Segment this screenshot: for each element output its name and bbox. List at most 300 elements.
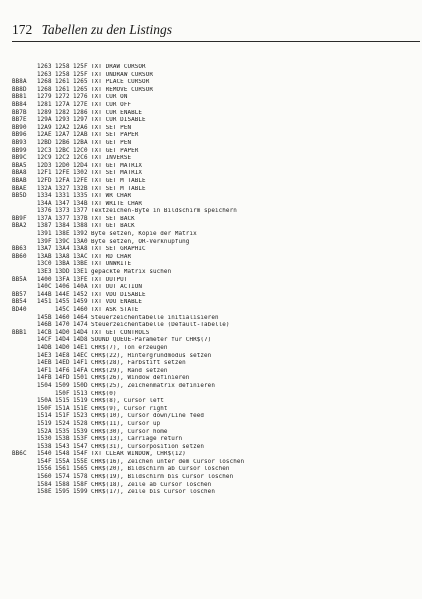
address-v3: 1547 xyxy=(73,443,88,450)
address-v1: 1376 xyxy=(37,208,52,215)
address-v2: 1460 xyxy=(55,314,70,321)
description: Steuerzeichentabelle initialisieren xyxy=(91,314,219,321)
address-v2: 14FD xyxy=(55,375,70,382)
table-row xyxy=(12,246,418,254)
address-v3: 153F xyxy=(73,436,88,443)
address-v3: 12BA xyxy=(73,139,88,146)
address-v1: 1268 xyxy=(37,79,52,86)
address-v2: 13A4 xyxy=(55,246,70,253)
address-v3: 125F xyxy=(73,64,88,70)
address-v3: 134B xyxy=(73,200,88,207)
jump-address xyxy=(12,436,37,444)
address-v2: 12B6 xyxy=(55,139,70,146)
description: CHR$(8), Cursor left xyxy=(91,398,164,405)
address-v3: 12AB xyxy=(73,132,88,139)
address-v2: 14D0 xyxy=(55,329,70,336)
address-v3: 1523 xyxy=(73,413,88,420)
table-row xyxy=(12,330,418,338)
address-v1: 1279 xyxy=(37,94,52,101)
address-v3: 140A xyxy=(73,284,88,291)
table-row xyxy=(12,360,418,368)
description: CHR$(31), Cursorposition setzen xyxy=(91,443,205,450)
address-v2: 1548 xyxy=(55,451,70,458)
description: TXT DRAW CURSOR xyxy=(91,64,146,70)
description: TXT INVERSE xyxy=(91,155,132,162)
description: TXT OUTPUT xyxy=(91,276,128,283)
address-v1: 1387 xyxy=(37,223,52,230)
address-v2: 151A xyxy=(55,405,70,412)
address-v3: 14E1 xyxy=(73,344,88,351)
table-row xyxy=(12,383,418,391)
table-row xyxy=(12,345,418,353)
jump-address xyxy=(12,322,37,330)
table-row xyxy=(12,482,418,490)
address-v2: 1509 xyxy=(55,382,70,389)
jump-address xyxy=(12,284,37,292)
address-v1: 13E3 xyxy=(37,269,52,276)
description: TXT GET MATRIX xyxy=(91,162,143,169)
address-v3: 12A6 xyxy=(73,124,88,131)
address-v2: 14D4 xyxy=(55,337,70,344)
description: CHR$(29), Rand setzen xyxy=(91,367,168,374)
address-v2: 1347 xyxy=(55,200,70,207)
address-v1: 150A xyxy=(37,398,52,405)
address-v2: 1524 xyxy=(55,420,70,427)
address-v2: 13DD xyxy=(55,269,70,276)
description: CHR$(18), Zeile ab Cursor löschen xyxy=(91,481,212,488)
jump-address: BB57 xyxy=(12,291,27,298)
address-v3: 12C6 xyxy=(73,155,88,162)
address-v1: 14E3 xyxy=(37,352,52,359)
table-row xyxy=(12,208,418,216)
address-v3: 1599 xyxy=(73,489,88,496)
description: CHR$(25), Zeichenmatrix definieren xyxy=(91,382,215,389)
jump-address: BB6C xyxy=(12,451,27,458)
address-v1: 12F1 xyxy=(37,170,52,177)
address-v1: 146B xyxy=(37,322,52,329)
table-row xyxy=(12,239,418,247)
header-rule xyxy=(12,41,420,42)
jump-address xyxy=(12,72,37,80)
address-v3: 1474 xyxy=(73,322,88,329)
address-v2: 145C xyxy=(55,307,70,313)
address-v3: 1265 xyxy=(73,86,88,93)
address-v1: 12A9 xyxy=(37,124,52,131)
address-v3: 1276 xyxy=(73,94,88,101)
address-v1: 1514 xyxy=(37,413,52,420)
address-v1: 154F xyxy=(37,458,52,465)
address-v2: 12C2 xyxy=(55,155,70,162)
description: CHR$(0) xyxy=(91,390,117,397)
address-v2: 12A7 xyxy=(55,132,70,139)
table-row xyxy=(12,102,418,110)
address-v3: 137B xyxy=(73,215,88,222)
jump-address xyxy=(12,360,37,368)
address-v2: 14E8 xyxy=(55,352,70,359)
address-v2: 14ED xyxy=(55,360,70,367)
description: TXT SET BACK xyxy=(91,215,135,222)
address-v2: 155A xyxy=(55,458,70,465)
address-v3: 151E xyxy=(73,405,88,412)
table-row xyxy=(12,72,418,80)
table-row xyxy=(12,277,418,285)
address-v1: 1281 xyxy=(37,101,52,108)
jump-address xyxy=(12,406,37,414)
address-v2: 1261 xyxy=(55,79,70,86)
jump-address: BB60 xyxy=(12,253,27,260)
address-v1: 1268 xyxy=(37,86,52,93)
address-v2: 14F6 xyxy=(55,367,70,374)
jump-address: BB63 xyxy=(12,246,27,253)
address-v3: 14FA xyxy=(73,367,88,374)
address-v2: 1258 xyxy=(55,64,70,70)
address-v1: 158E xyxy=(37,489,52,496)
address-v2: 151F xyxy=(55,413,70,420)
description: CHR$(28), Farbstift setzen xyxy=(91,360,186,367)
address-v1 xyxy=(37,391,55,399)
jump-address xyxy=(12,231,37,239)
description: TXT CLEAR WINDOW, CHR$(12) xyxy=(91,451,186,458)
address-v3: 12C0 xyxy=(73,147,88,154)
address-v2: 127A xyxy=(55,101,70,108)
address-v2: 1293 xyxy=(55,117,70,124)
address-v2: 12A2 xyxy=(55,124,70,131)
description: TXT CUR OFF xyxy=(91,101,132,108)
table-row xyxy=(12,421,418,429)
jump-address: BBA2 xyxy=(12,223,27,230)
address-v1 xyxy=(37,307,55,315)
address-v3: 13E1 xyxy=(73,269,88,276)
table-row xyxy=(12,284,418,292)
address-v1: 1263 xyxy=(37,71,52,78)
address-v2: 1470 xyxy=(55,322,70,329)
jump-address xyxy=(12,489,37,497)
jump-address: BBB1 xyxy=(12,329,27,336)
table-row xyxy=(12,451,418,459)
jump-address: BB84 xyxy=(12,101,27,108)
address-v2: 13BA xyxy=(55,261,70,268)
jump-address: BB54 xyxy=(12,299,27,306)
address-v2: 1543 xyxy=(55,443,70,450)
address-v2: 12BC xyxy=(55,147,70,154)
jump-address xyxy=(12,368,37,376)
description: CHR$(16), Zeichen unter dem Cursor löschen xyxy=(91,458,245,465)
table-row xyxy=(12,375,418,383)
description: TXT REMOVE CURSOR xyxy=(91,86,153,93)
description: TXT CUR ENABLE xyxy=(91,109,143,116)
jump-address xyxy=(12,239,37,247)
jump-address: BB99 xyxy=(12,147,27,154)
jump-address xyxy=(12,375,37,383)
address-v3: 1265 xyxy=(73,79,88,86)
jump-address: BB8A xyxy=(12,79,27,86)
address-v3: 1460 xyxy=(73,307,88,313)
description: TXT SET M TABLE xyxy=(91,185,146,192)
table-row xyxy=(12,186,418,194)
address-v3: 14F1 xyxy=(73,360,88,367)
address-v2: 1588 xyxy=(55,481,70,488)
address-v3: 1452 xyxy=(73,291,88,298)
jump-address xyxy=(12,413,37,421)
jump-address: BB5D xyxy=(12,193,27,200)
address-v3: 132B xyxy=(73,185,88,192)
description: CHR$(11), Cursor up xyxy=(91,420,161,427)
table-row xyxy=(12,322,418,330)
address-v3: 1392 xyxy=(73,231,88,238)
jump-address: BBAB xyxy=(12,177,27,184)
description: CHR$(22), Hintergrundmodus setzen xyxy=(91,352,212,359)
table-row xyxy=(12,398,418,406)
description: CHR$(10), Cursor down/Line feed xyxy=(91,413,205,420)
description: TXT GET M TABLE xyxy=(91,177,146,184)
address-v1: 12FD xyxy=(37,177,52,184)
address-v2: 150F xyxy=(55,390,70,397)
table-row xyxy=(12,261,418,269)
jump-address xyxy=(12,383,37,391)
jump-address xyxy=(12,64,37,72)
address-v1: 12BD xyxy=(37,139,52,146)
address-v1: 152A xyxy=(37,428,52,435)
table-row xyxy=(12,125,418,133)
address-v1: 145B xyxy=(37,314,52,321)
description: TXT SET PEN xyxy=(91,124,132,131)
table-row xyxy=(12,140,418,148)
table-row xyxy=(12,368,418,376)
address-v3: 14D8 xyxy=(73,337,88,344)
jump-address: BD40 xyxy=(12,307,27,313)
address-v1: 1519 xyxy=(37,420,52,427)
table-row xyxy=(12,269,418,277)
table-row xyxy=(12,216,418,224)
description: CHR$(13), Carriage return xyxy=(91,436,183,443)
description: SOUND QUEUE-Parameter für CHR$(7) xyxy=(91,337,212,344)
address-v3: 1388 xyxy=(73,223,88,230)
table-row xyxy=(12,406,418,414)
address-v1: 12D3 xyxy=(37,162,52,169)
address-v2: 1561 xyxy=(55,466,70,473)
jump-address xyxy=(12,208,37,216)
description: TXT GET CONTROLS xyxy=(91,329,150,336)
address-v3: 1297 xyxy=(73,117,88,124)
address-v2: 139C xyxy=(55,238,70,245)
address-v3: 1528 xyxy=(73,420,88,427)
address-v2: 1272 xyxy=(55,94,70,101)
address-v3: 127E xyxy=(73,101,88,108)
description: TXT CUR ON xyxy=(91,94,128,101)
address-v1: 13A7 xyxy=(37,246,52,253)
jump-address xyxy=(12,391,37,399)
table-row xyxy=(12,444,418,452)
address-v1: 137A xyxy=(37,215,52,222)
table-row xyxy=(12,94,418,102)
jump-address: BB8D xyxy=(12,86,27,93)
table-row xyxy=(12,254,418,262)
address-v1: 14FB xyxy=(37,375,52,382)
address-v1: 14CB xyxy=(37,329,52,336)
address-v3: 13BE xyxy=(73,261,88,268)
address-v3: 13A0 xyxy=(73,238,88,245)
table-row xyxy=(12,148,418,156)
table-row xyxy=(12,459,418,467)
address-v3: 1459 xyxy=(73,299,88,306)
jump-address xyxy=(12,429,37,437)
address-v3: 1565 xyxy=(73,466,88,473)
address-v2: 12FA xyxy=(55,177,70,184)
address-v3: 155E xyxy=(73,458,88,465)
description: TXT OUT ACTION xyxy=(91,284,143,291)
description: CHR$(30), Cursor home xyxy=(91,428,168,435)
jump-address: BB7E xyxy=(12,117,27,124)
description: TXT UNWRITE xyxy=(91,261,132,268)
jump-address: BB9C xyxy=(12,155,27,162)
description: TXT SET PAPER xyxy=(91,132,139,139)
jump-address xyxy=(12,315,37,323)
jump-address xyxy=(12,459,37,467)
address-v2: 1574 xyxy=(55,474,70,481)
address-v3: 14EC xyxy=(73,352,88,359)
table-row xyxy=(12,87,418,95)
address-v1: 12C3 xyxy=(37,147,52,154)
description: TXT WR CHAR xyxy=(91,193,132,200)
table-row xyxy=(12,163,418,171)
description: Byte setzen, OR-Verknüpfung xyxy=(91,238,190,245)
table-row xyxy=(12,132,418,140)
table-row xyxy=(12,231,418,239)
description: Textzeichen-Byte in Bildschirm speichern xyxy=(91,208,237,215)
address-v2: 12FE xyxy=(55,170,70,177)
listing-table xyxy=(12,64,418,497)
address-v1: 1560 xyxy=(37,474,52,481)
description: CHR$(26), Window definieren xyxy=(91,375,190,382)
table-row xyxy=(12,110,418,118)
address-v3: 154F xyxy=(73,451,88,458)
address-v2: 1455 xyxy=(55,299,70,306)
address-v1: 14DB xyxy=(37,344,52,351)
address-v1: 1584 xyxy=(37,481,52,488)
jump-address: BB81 xyxy=(12,94,27,101)
description: TXT SET MATRIX xyxy=(91,170,143,177)
address-v2: 144E xyxy=(55,291,70,298)
address-v3: 1377 xyxy=(73,208,88,215)
description: CHR$(9), Cursor right xyxy=(91,405,168,412)
address-v2: 1406 xyxy=(55,284,70,291)
address-v1: 1504 xyxy=(37,382,52,389)
address-v3: 12FE xyxy=(73,177,88,184)
address-v2: 1282 xyxy=(55,109,70,116)
address-v3: 1335 xyxy=(73,193,88,200)
address-v1: 1289 xyxy=(37,109,52,116)
address-v1: 1451 xyxy=(37,299,52,306)
address-v3: 13FE xyxy=(73,276,88,283)
description: Byte setzen, Kopie der Matrix xyxy=(91,231,197,238)
table-row xyxy=(12,201,418,209)
description: TXT GET PEN xyxy=(91,139,132,146)
table-row xyxy=(12,413,418,421)
address-v2: 153B xyxy=(55,436,70,443)
address-v2: 1515 xyxy=(55,398,70,405)
address-v2: 13FA xyxy=(55,276,70,283)
address-v1: 1391 xyxy=(37,231,52,238)
address-v2: 1327 xyxy=(55,185,70,192)
address-v3: 158F xyxy=(73,481,88,488)
table-row xyxy=(12,223,418,231)
description: gepackte Matrix suchen xyxy=(91,269,172,276)
address-v3: 1519 xyxy=(73,398,88,405)
address-v1: 1530 xyxy=(37,436,52,443)
address-v1: 132A xyxy=(37,185,52,192)
table-row xyxy=(12,315,418,323)
jump-address: BB5A xyxy=(12,276,27,283)
address-v2: 1595 xyxy=(55,489,70,496)
address-v1: 13AB xyxy=(37,253,52,260)
address-v1: 1538 xyxy=(37,443,52,450)
description: TXT RD CHAR xyxy=(91,253,132,260)
address-v3: 125F xyxy=(73,71,88,78)
address-v2: 14D0 xyxy=(55,344,70,351)
table-row xyxy=(12,117,418,125)
address-v1: 12C9 xyxy=(37,155,52,162)
page-header xyxy=(12,22,172,38)
jump-address xyxy=(12,421,37,429)
jump-address xyxy=(12,398,37,406)
address-v2: 138E xyxy=(55,231,70,238)
jump-address: BB7B xyxy=(12,109,27,116)
address-v3: 1286 xyxy=(73,109,88,116)
jump-address xyxy=(12,269,37,277)
jump-address xyxy=(12,261,37,269)
description: TXT VDU ENABLE xyxy=(91,299,143,306)
address-v3: 13AC xyxy=(73,253,88,260)
description: TXT GET PAPER xyxy=(91,147,139,154)
address-v3: 1464 xyxy=(73,314,88,321)
address-v1: 14F1 xyxy=(37,367,52,374)
description: CHR$(17), Zeile bis Cursor löschen xyxy=(91,489,215,496)
address-v2: 1384 xyxy=(55,223,70,230)
jump-address: BB96 xyxy=(12,132,27,139)
address-v3: 12D4 xyxy=(73,162,88,169)
address-v2: 12D0 xyxy=(55,162,70,169)
address-v1: 1540 xyxy=(37,451,52,458)
table-row xyxy=(12,466,418,474)
description: TXT WRITE CHAR xyxy=(91,200,143,207)
table-row xyxy=(12,353,418,361)
jump-address xyxy=(12,474,37,482)
address-v1: 14EB xyxy=(37,360,52,367)
table-row xyxy=(12,436,418,444)
description: TXT CUR DISABLE xyxy=(91,117,146,124)
table-row xyxy=(12,307,418,315)
jump-address: BBA5 xyxy=(12,162,27,169)
address-v1: 144B xyxy=(37,291,52,298)
jump-address xyxy=(12,353,37,361)
jump-address xyxy=(12,337,37,345)
address-v2: 1373 xyxy=(55,208,70,215)
address-v2: 1258 xyxy=(55,71,70,78)
jump-address xyxy=(12,482,37,490)
jump-address xyxy=(12,201,37,209)
address-v1: 1334 xyxy=(37,193,52,200)
address-v1: 12AE xyxy=(37,132,52,139)
table-row xyxy=(12,337,418,345)
description: TXT GET BACK xyxy=(91,223,135,230)
address-v2: 1261 xyxy=(55,86,70,93)
table-row xyxy=(12,489,418,497)
address-v1: 13C0 xyxy=(37,261,52,268)
table-row xyxy=(12,391,418,399)
address-v1: 1556 xyxy=(37,466,52,473)
address-v2: 1535 xyxy=(55,428,70,435)
description: TXT VDU DISABLE xyxy=(91,291,146,298)
